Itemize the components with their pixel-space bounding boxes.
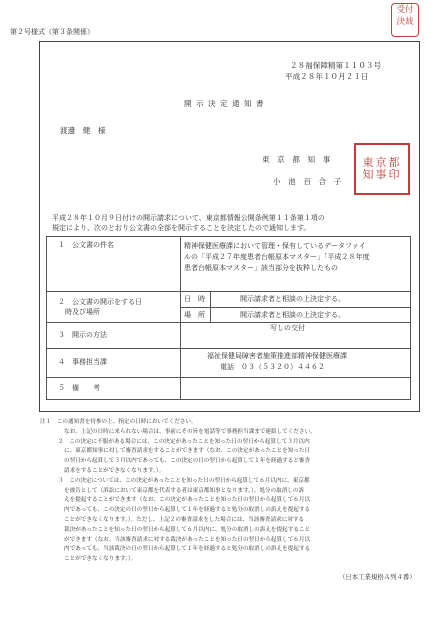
note-line: ２ この決定に不服がある場合には、この決定があったことを知った日の翌日から起算して３月以内	[58, 438, 310, 445]
note-line: に、東京都知事に対して審査請求をすることができます（なお、この決定があったことを知った日	[64, 448, 311, 455]
note-line: ことができなくなります。）。	[64, 556, 137, 563]
note-line: 内であっても、当該裁決の日の翌日から起算して１年を経過すると処分の取消しの訴えを提起する	[64, 546, 311, 553]
reception-stamp-text-1: 受付	[396, 5, 414, 15]
row-date-value: 開示請求者と相談の上決定する。	[240, 295, 345, 303]
row-title-label: １ 公文書の件名	[58, 241, 114, 249]
recipient-name: 渡邊 健 様	[60, 126, 106, 135]
row-office-value-2: 電話 ０３（５３２０）４４６２	[220, 363, 325, 371]
document-date: 平成２８年１０月２１日	[285, 72, 369, 81]
note-line: ことができなくなります。）。ただし、上記２の審査請求をした場合には、当該審査請求に対する	[64, 516, 305, 523]
row-method-value: 写しの交付	[270, 324, 305, 332]
note-line: なお、上記の日時に来られない場合は、事前にその旨を電話等で事務担当課まで連絡してください。	[64, 428, 316, 435]
reception-stamp	[391, 3, 419, 37]
form-label: 第２号様式（第３条関係）	[10, 28, 94, 36]
row-office-label: ４ 事務担当課	[58, 358, 107, 366]
intro-line-1: 平成２８年１０月９日付けの開示請求について、東京都情報公開条例第１１条第１項の	[52, 214, 325, 222]
row-place-value: 開示請求者と相談の上決定する。	[240, 311, 345, 319]
row-place-label: 場 所	[184, 311, 205, 319]
row-title-value-3: 患者台帳原本マスター」該当部分を抜粋したもの	[184, 264, 338, 272]
note-line: えを提起することができます（なお、この決定があったことを知った日の翌日から起算して６月以	[64, 497, 311, 504]
note-line: 注１ この通知書を持参の上、指定の日時においでください。	[40, 419, 197, 425]
note-line: を被告として（訴訟において東京都を代表する者は東京都知事となります。）、処分の取消しの訴	[64, 487, 305, 494]
issuer-organization: 東 京 都 知 事	[262, 155, 331, 164]
intro-line-2: 規定により、次のとおり公文書の全部を開示することを決定したので通知します。	[52, 224, 311, 232]
row-remarks-label: ５ 備 考	[58, 384, 100, 392]
note-line: ３ この決定については、この決定があったことを知った日の翌日から起算して６月以内に、東京都	[58, 477, 310, 484]
note-line: ができます（なお、当該審査請求に対する裁決があったことを知った日の翌日から起算して６月以	[64, 536, 311, 543]
row-title-value-1: 精神保健医療課において管理・保有しているデータファイ	[184, 242, 366, 250]
row-schedule-label-1: ２ 公文書の開示をする日	[58, 298, 142, 306]
notes-section	[40, 418, 410, 565]
issuer-seal	[354, 143, 410, 195]
row-method-label: ３ 開示の方法	[58, 331, 107, 339]
note-line: 内であっても、この決定の日の翌日から起算して１年を経過すると処分の取消しの訴えを提起する	[64, 507, 311, 514]
row-office-value-1: 福祉保健局障害者施策推進部精神保健医療課	[207, 352, 347, 360]
row-date-label: 日 時	[184, 295, 205, 303]
note-line: の翌日から起算して３月以内であっても、この決定の日の翌日から起算して１年を経過すると審査	[64, 458, 311, 465]
row-schedule-label-2: 時及び場所	[58, 308, 100, 316]
page-title: 開 示 決 定 通 知 書	[184, 99, 265, 108]
note-line: 裁決があったことを知った日の翌日から起算して６月以内に、処分の取消しの訴えを提起すること	[64, 526, 311, 533]
issuer-seal-text: 東京都知事印	[362, 156, 402, 181]
paper-size-footer: （日本工業規格Ａ列４番）	[339, 573, 416, 581]
row-title-value-2: ルの「平成２７年度患者台帳原本マスター」「平成２８年度	[184, 253, 370, 261]
reception-stamp-text-2: 決裁	[396, 17, 414, 27]
document-number: ２８福保障精第１１０３号	[290, 61, 382, 70]
issuer-name: 小 池 百 合 子	[273, 177, 342, 186]
note-line: 請求をすることができなくなります。）。	[64, 467, 165, 474]
